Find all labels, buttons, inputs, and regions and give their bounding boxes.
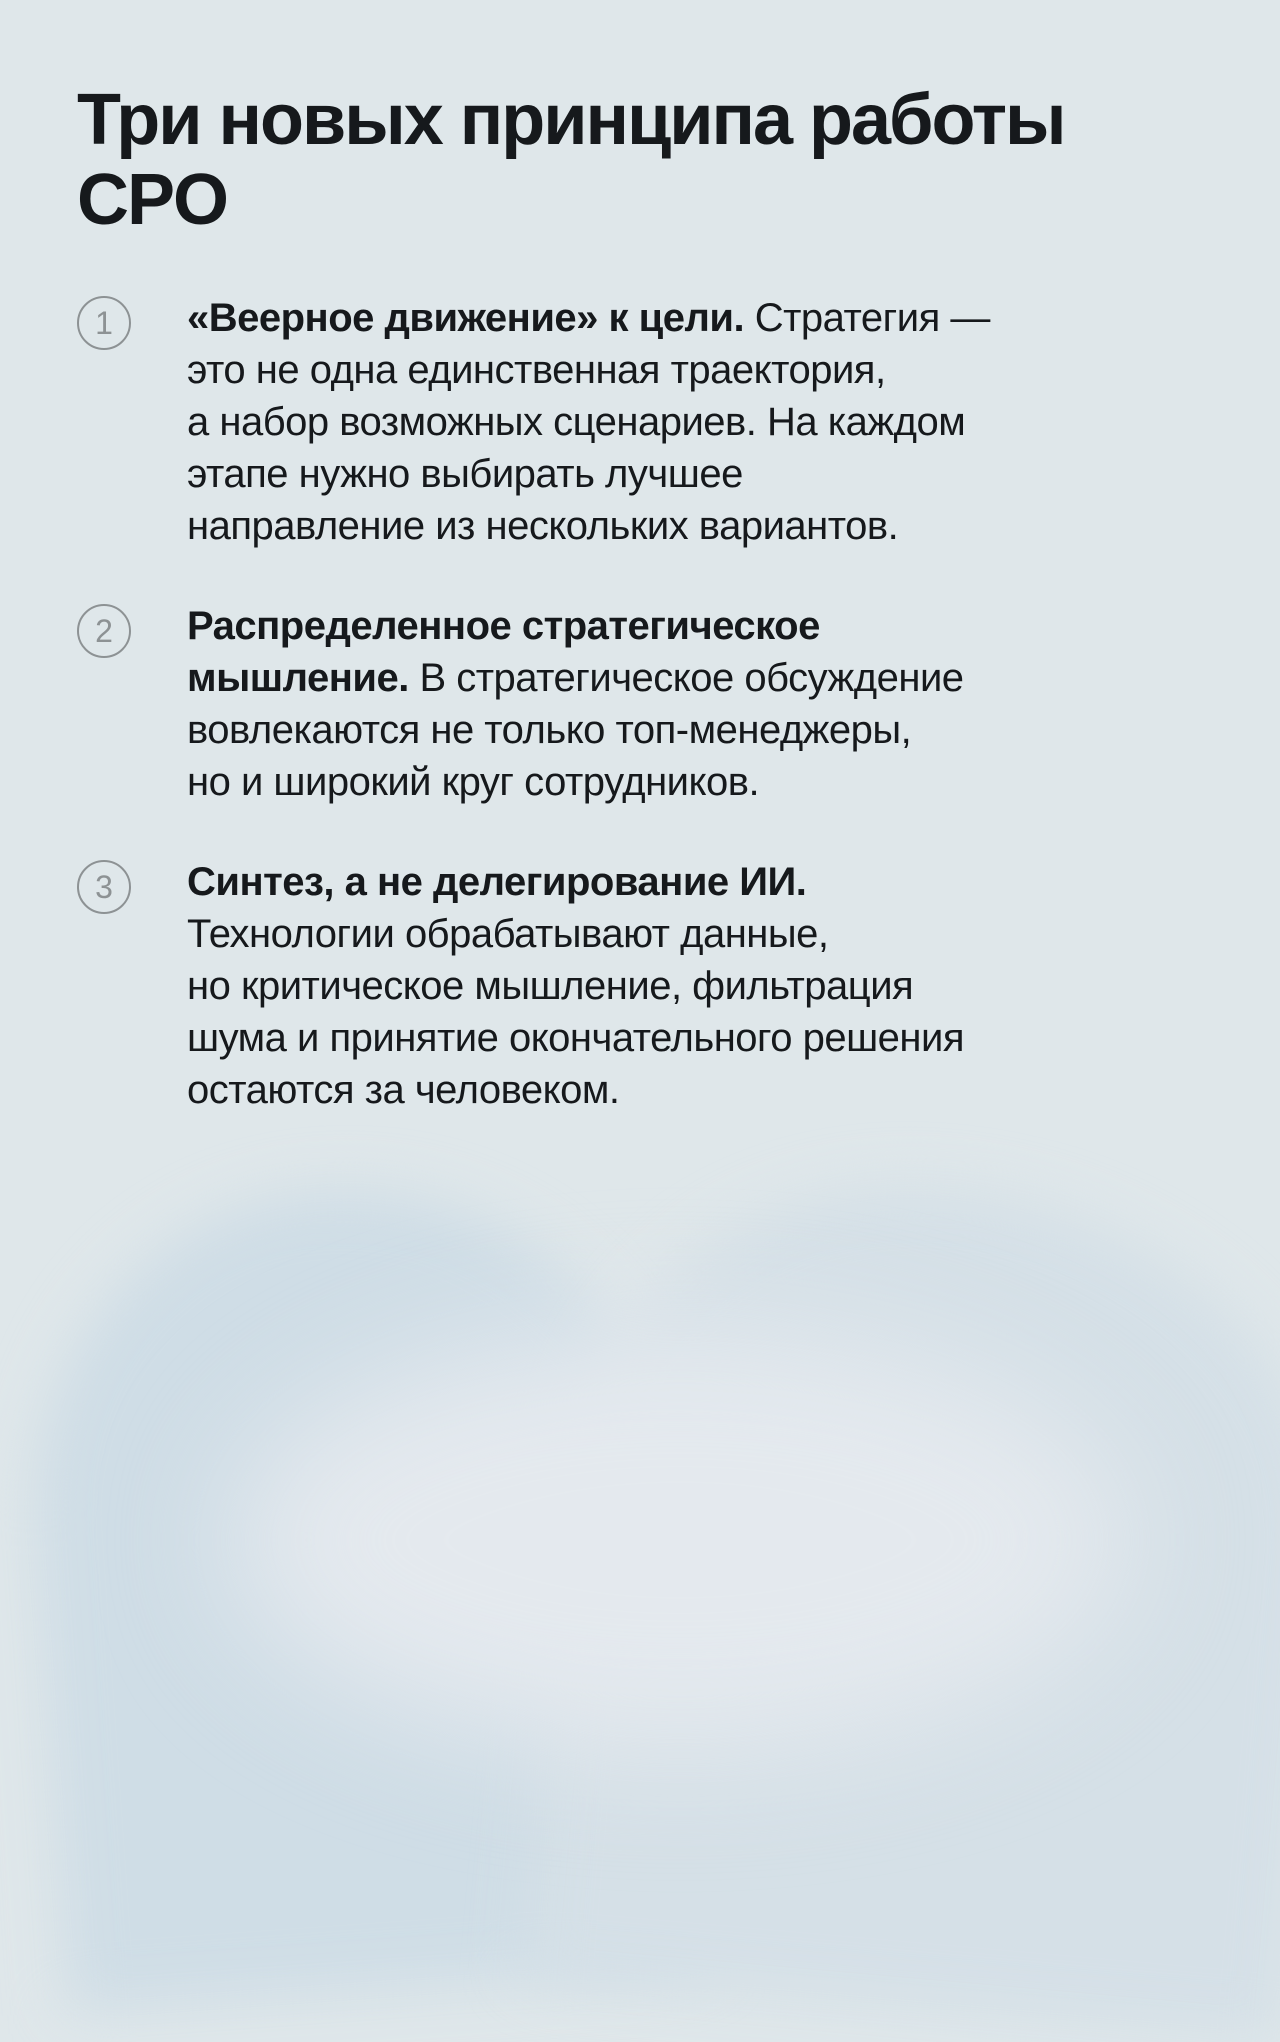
page-title: Три новых принципа работы CPO bbox=[77, 80, 1065, 240]
number-circle-icon: 1 bbox=[77, 296, 131, 350]
text-line bbox=[187, 756, 964, 808]
principle-body: Технологии обрабатывают данные, bbox=[187, 912, 829, 956]
principle-heading: «Веерное движение» к цели. bbox=[187, 296, 745, 340]
text-line bbox=[187, 908, 964, 960]
principle-body: остаются за человеком. bbox=[187, 1068, 620, 1112]
principle-heading: мышление. bbox=[187, 656, 409, 700]
text-line bbox=[187, 652, 964, 704]
principle-body: этапе нужно выбирать лучшее bbox=[187, 452, 743, 496]
principle-body: а набор возможных сценариев. На каждом bbox=[187, 400, 966, 444]
text-line bbox=[187, 1064, 964, 1116]
text-line bbox=[187, 448, 990, 500]
text-line bbox=[187, 960, 964, 1012]
principle-heading: Распределенное стратегическое bbox=[187, 604, 820, 648]
text-line bbox=[187, 292, 990, 344]
text-line bbox=[187, 600, 964, 652]
text-line bbox=[187, 1012, 964, 1064]
principle-body: В стратегическое обсуждение bbox=[408, 656, 964, 700]
text-line bbox=[187, 500, 990, 552]
principle-text bbox=[187, 600, 964, 808]
principle-body: направление из нескольких вариантов. bbox=[187, 504, 899, 548]
principle-body: шума и принятие окончательного решения bbox=[187, 1016, 965, 1060]
principle-body: но и широкий круг сотрудников. bbox=[187, 760, 760, 804]
principle-body: Стратегия — bbox=[744, 296, 990, 340]
number-circle-icon: 3 bbox=[77, 860, 131, 914]
text-line bbox=[187, 344, 990, 396]
text-line bbox=[187, 704, 964, 756]
principle-text bbox=[187, 856, 964, 1116]
principle-body: но критическое мышление, фильтрация bbox=[187, 964, 914, 1008]
text-line bbox=[187, 396, 990, 448]
principle-text bbox=[187, 292, 990, 552]
principle-body: вовлекаются не только топ-менеджеры, bbox=[187, 708, 912, 752]
background-blob-highlight bbox=[230, 1330, 1130, 1750]
number-circle-icon: 2 bbox=[77, 604, 131, 658]
text-line bbox=[187, 856, 964, 908]
principle-heading: Синтез, а не делегирование ИИ. bbox=[187, 860, 807, 904]
principle-body: это не одна единственная траектория, bbox=[187, 348, 886, 392]
